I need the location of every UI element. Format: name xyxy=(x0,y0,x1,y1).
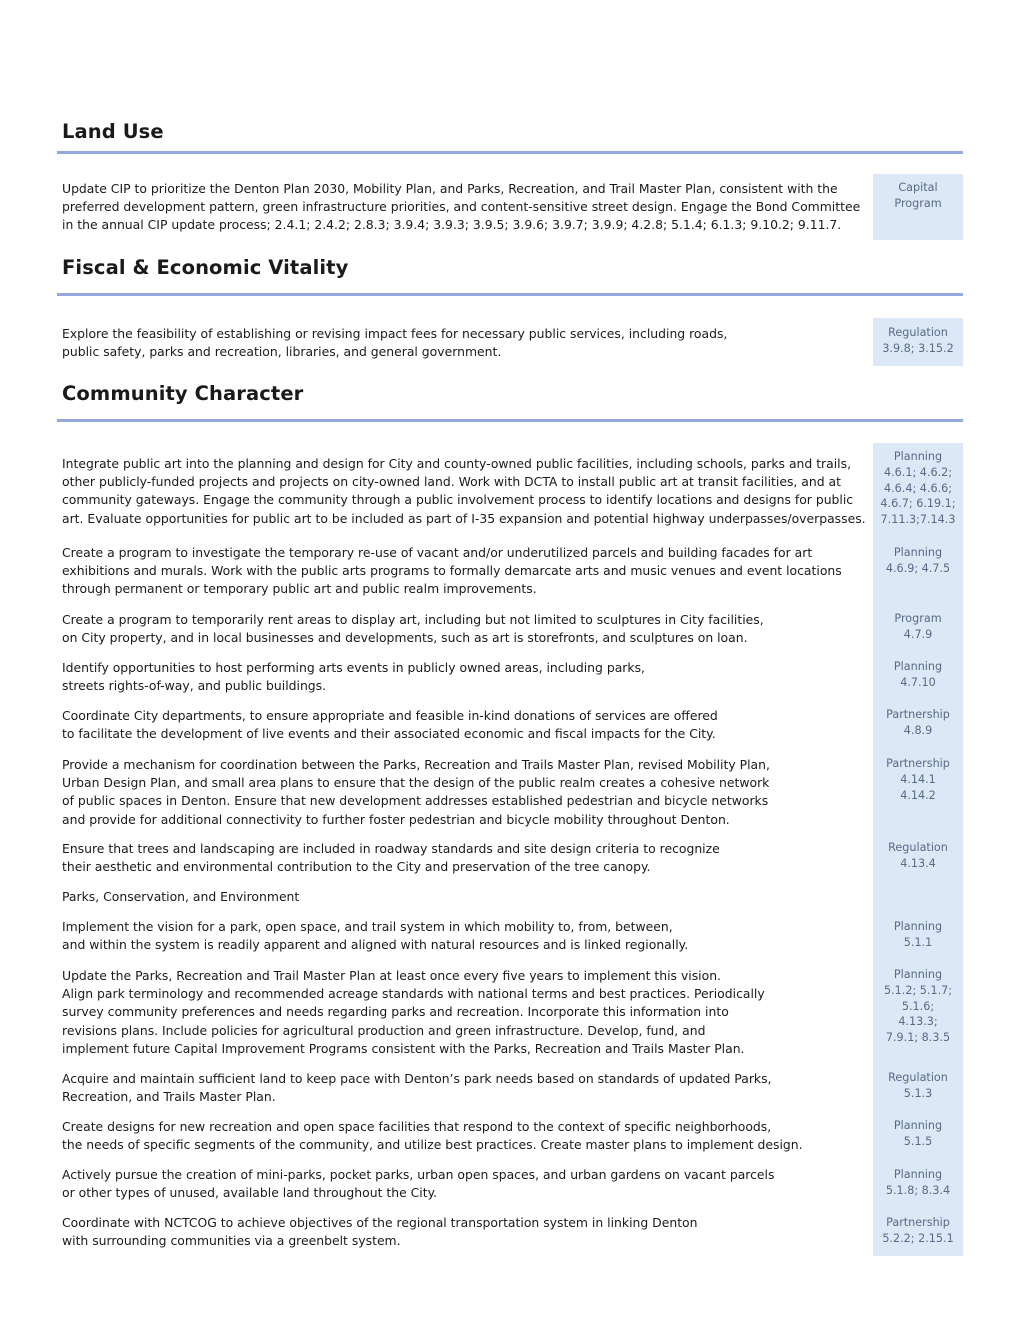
action-type-badge xyxy=(873,611,963,643)
action-text-line: of public spaces in Denton. Ensure that new development addresses established pedestrian and bicycle networks xyxy=(62,793,769,809)
badge-line: 7.11.3;7.14.3 xyxy=(880,513,956,527)
action-item xyxy=(62,180,862,235)
section-heading-fiscal: Fiscal & Economic Vitality xyxy=(62,256,349,279)
action-text-line: through permanent or temporary public art and public realm improvements. xyxy=(62,581,537,597)
badge-line: Planning xyxy=(893,1119,943,1132)
action-text-line: in the annual CIP update process; 2.4.1; 2.4.2; 2.8.3; 3.9.4; 3.9.3; 3.9.5; 3.9.6; 3.9.7; 3.9.9; 4.2.8; 5.1.4; 6.1.3; 9.10.2; 9.11.7. xyxy=(62,217,842,233)
action-text-line: Acquire and maintain sufficient land to keep pace with Denton’s park needs based on standards of updated Parks, xyxy=(62,1071,772,1086)
badge-line: Capital xyxy=(898,181,938,194)
action-text-line: art. Evaluate opportunities for public art to be included as part of I-35 expansion and potential highway underpasses/overpasses. xyxy=(62,510,866,526)
action-text-line: to facilitate the development of live events and their associated economic and fiscal impacts for the City. xyxy=(62,726,716,742)
action-item xyxy=(62,1214,862,1250)
badge-line: Partnership xyxy=(886,1216,950,1229)
badge-line: 5.1.3 xyxy=(903,1086,933,1100)
action-text-line: their aesthetic and environmental contribution to the City and preservation of the tree canopy. xyxy=(62,859,651,875)
action-text-line: Update the Parks, Recreation and Trail Master Plan at least once every five years to implement this vision. xyxy=(62,968,722,983)
badge-line: 3.9.8; 3.15.2 xyxy=(882,341,954,355)
action-item xyxy=(62,840,862,876)
action-item xyxy=(62,756,862,829)
action-text-line: community gateways. Engage the community through a public involvement process to identify locations and designs for public xyxy=(62,492,854,508)
badge-line: 4.13.3; xyxy=(898,1015,938,1029)
action-type-badge xyxy=(873,545,963,577)
action-type-badge xyxy=(873,174,963,240)
action-text-line: Implement the vision for a park, open space, and trail system in which mobility to, from, between, xyxy=(62,919,673,934)
badge-line: 5.1.6; xyxy=(901,999,935,1013)
action-text-line: Explore the feasibility of establishing or revising impact fees for necessary public services, including roads, xyxy=(62,326,728,341)
action-type-badge xyxy=(873,756,963,803)
action-text-line: Align park terminology and recommended acreage standards with national terms and best practices. Periodically xyxy=(62,986,765,1002)
action-text-line: preferred development pattern, green infrastructure priorities, and content-sensitive street design. Engage the Bond Committee xyxy=(62,199,861,215)
action-text-line: Create a program to investigate the temporary re-use of vacant and/or underutilized parcels and building facades for art xyxy=(62,545,813,560)
action-type-badge xyxy=(873,1118,963,1150)
badge-line: Planning xyxy=(893,450,943,463)
action-item xyxy=(62,707,862,743)
section-heading-land-use: Land Use xyxy=(62,120,164,143)
action-item xyxy=(62,967,862,1058)
action-item xyxy=(62,611,862,647)
action-type-badge xyxy=(873,967,963,1046)
badge-line: Regulation xyxy=(888,1071,948,1084)
action-text-line: public safety, parks and recreation, libraries, and general government. xyxy=(62,344,502,360)
action-text-line: or other types of unused, available land throughout the City. xyxy=(62,1185,438,1201)
action-type-badge xyxy=(873,449,963,528)
action-type-badge xyxy=(873,318,963,366)
badge-line: Regulation xyxy=(888,841,948,854)
badge-line: 4.7.9 xyxy=(903,627,933,641)
action-text-line: other publicly-funded projects and projects on city-owned land. Work with DCTA to install public art at transit facilities, and at xyxy=(62,474,841,490)
badge-line: Planning xyxy=(893,546,943,559)
badge-line: 4.6.1; 4.6.2; xyxy=(883,465,953,479)
action-text-line: Urban Design Plan, and small area plans to ensure that the design of the public realm creates a cohesive network xyxy=(62,775,770,791)
section-heading-community-character: Community Character xyxy=(62,382,304,405)
action-item xyxy=(62,1118,862,1154)
action-type-badge xyxy=(873,919,963,951)
action-type-badge xyxy=(873,1167,963,1199)
badge-line: 4.13.4 xyxy=(900,856,936,870)
action-text-line: survey community preferences and needs regarding parks and recreation. Incorporate this information into xyxy=(62,1004,729,1020)
badge-line: Planning xyxy=(893,920,943,933)
badge-line: Regulation xyxy=(888,326,948,339)
badge-line: 5.1.2; 5.1.7; xyxy=(883,983,953,997)
badge-line: Partnership xyxy=(886,757,950,770)
action-item xyxy=(62,544,862,599)
action-text-line: and provide for additional connectivity to further foster pedestrian and bicycle mobility throughout Denton. xyxy=(62,811,730,827)
section-divider xyxy=(57,419,963,422)
action-text-line: Create a program to temporarily rent areas to display art, including but not limited to sculptures in City facilities, xyxy=(62,612,764,627)
action-text-line: Identify opportunities to host performing arts events in publicly owned areas, including parks, xyxy=(62,660,645,675)
section-divider xyxy=(57,151,963,154)
action-item xyxy=(62,918,862,954)
badge-line: 4.14.2 xyxy=(900,788,936,802)
badge-line: 4.14.1 xyxy=(900,772,936,786)
badge-line: 7.9.1; 8.3.5 xyxy=(885,1031,951,1045)
badge-line: Partnership xyxy=(886,708,950,721)
badge-line: 5.1.8; 8.3.4 xyxy=(885,1183,951,1197)
badge-line: 4.6.9; 4.7.5 xyxy=(885,561,951,575)
badge-line: 5.1.5 xyxy=(903,1134,933,1148)
action-text-line: revisions plans. Include policies for agricultural production and green infrastructure. Develop, fund, and xyxy=(62,1022,706,1038)
action-text-line: Integrate public art into the planning and design for City and county-owned public facilities, including schools, parks and trails, xyxy=(62,456,852,471)
action-text-line: Ensure that trees and landscaping are included in roadway standards and site design criteria to recognize xyxy=(62,841,720,856)
action-text-line: with surrounding communities via a greenbelt system. xyxy=(62,1233,401,1249)
action-text-line: the needs of specific segments of the community, and utilize best practices. Create master plans to implement design. xyxy=(62,1137,803,1153)
action-item xyxy=(62,455,866,528)
action-item xyxy=(62,1070,862,1106)
action-item xyxy=(62,659,862,695)
badge-line: Planning xyxy=(893,1168,943,1181)
action-text-line: exhibitions and murals. Work with the public arts programs to formally demarcate arts and music venues and event locations xyxy=(62,563,842,579)
badge-line: 4.8.9 xyxy=(903,723,933,737)
subsection-heading: Parks, Conservation, and Environment xyxy=(62,889,300,904)
section-divider xyxy=(57,293,963,296)
action-text-line: Recreation, and Trails Master Plan. xyxy=(62,1089,276,1105)
action-type-badge xyxy=(873,1070,963,1102)
badge-line: 4.6.7; 6.19.1; xyxy=(880,497,956,511)
action-text-line: Actively pursue the creation of mini-parks, pocket parks, urban open spaces, and urban gardens on vacant parcels xyxy=(62,1167,775,1182)
action-text-line: Update CIP to prioritize the Denton Plan 2030, Mobility Plan, and Parks, Recreation, and Trail Master Plan, consistent with the xyxy=(62,181,838,196)
action-text-line: Coordinate City departments, to ensure appropriate and feasible in-kind donations of services are offered xyxy=(62,708,718,723)
badge-line: 5.2.2; 2.15.1 xyxy=(882,1231,954,1245)
action-item xyxy=(62,1166,862,1202)
action-type-badge xyxy=(873,840,963,872)
badge-line: Program xyxy=(894,612,942,625)
badge-line: Planning xyxy=(893,660,943,673)
action-item xyxy=(62,325,862,361)
action-type-badge xyxy=(873,1215,963,1247)
action-text-line: and within the system is readily apparent and aligned with natural resources and is linked regionally. xyxy=(62,937,689,953)
action-text-line: Create designs for new recreation and open space facilities that respond to the context of specific neighborhoods, xyxy=(62,1119,772,1134)
action-text-line: Coordinate with NCTCOG to achieve objectives of the regional transportation system in linking Denton xyxy=(62,1215,698,1230)
action-text-line: Provide a mechanism for coordination between the Parks, Recreation and Trails Master Plan, revised Mobility Plan, xyxy=(62,757,770,772)
action-text-line: implement future Capital Improvement Programs consistent with the Parks, Recreation and Trails Master Plan. xyxy=(62,1040,745,1056)
badge-line: 4.6.4; 4.6.6; xyxy=(883,481,953,495)
action-type-badge xyxy=(873,707,963,739)
action-text-line: on City property, and in local businesses and developments, such as art is storefronts, and sculptures on loan. xyxy=(62,630,748,646)
action-type-badge xyxy=(873,659,963,691)
badge-line: Program xyxy=(894,196,942,210)
badge-line: Planning xyxy=(893,968,943,981)
badge-line: 4.7.10 xyxy=(900,675,936,689)
action-text-line: streets rights-of-way, and public buildings. xyxy=(62,678,327,694)
badge-line: 5.1.1 xyxy=(903,935,933,949)
